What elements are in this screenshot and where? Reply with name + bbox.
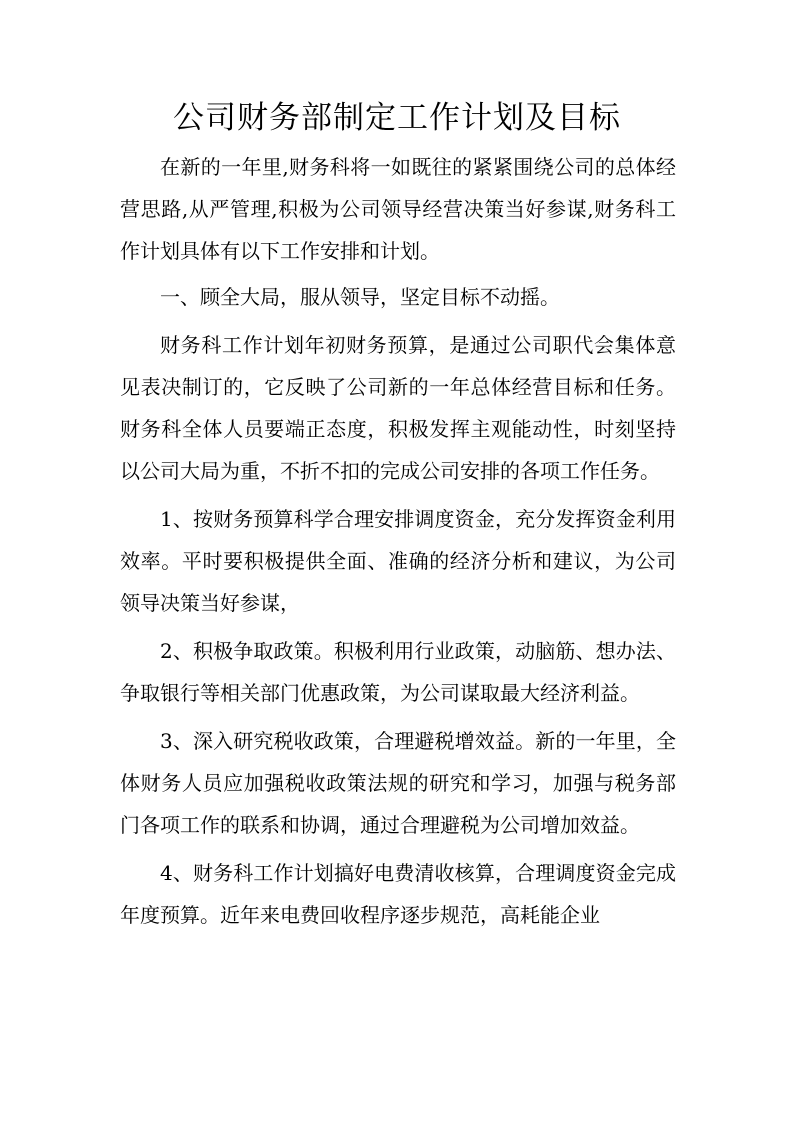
paragraph-budget-overview: 财务科工作计划年初财务预算，是通过公司职代会集体意见表决制订的，它反映了公司新的一年总体经营目标和任务。财务科全体人员要端正态度，积极发挥主观能动性，时刻坚持以公司大局为重，不折不扣的完成公司安排的各项工作任务。	[120, 333, 676, 483]
paragraph-item-4: 4、财务科工作计划搞好电费清收核算，合理调度资金完成年度预算。近年来电费回收程序逐步规范，高耗能企业	[120, 861, 676, 927]
paragraph-item-2: 2、积极争取政策。积极利用行业政策，动脑筋、想办法、争取银行等相关部门优惠政策，为公司谋取最大经济利益。	[120, 639, 676, 705]
paragraph-item-1: 1、按财务预算科学合理安排调度资金，充分发挥资金利用效率。平时要积极提供全面、准确的经济分析和建议，为公司领导决策当好参谋，	[120, 507, 676, 615]
paragraph-section-heading: 一、顾全大局，服从领导，坚定目标不动摇。	[160, 285, 560, 309]
document-title: 公司财务部制定工作计划及目标	[173, 100, 621, 136]
paragraph-intro: 在新的一年里,财务科将一如既往的紧紧围绕公司的总体经营思路,从严管理,积极为公司领导经营决策当好参谋,财务科工作计划具体有以下工作安排和计划。	[120, 155, 676, 263]
document-body	[120, 146, 676, 936]
paragraph-item-3: 3、深入研究税收政策，合理避税增效益。新的一年里，全体财务人员应加强税收政策法规的研究和学习，加强与税务部门各项工作的联系和协调，通过合理避税为公司增加效益。	[120, 729, 676, 837]
